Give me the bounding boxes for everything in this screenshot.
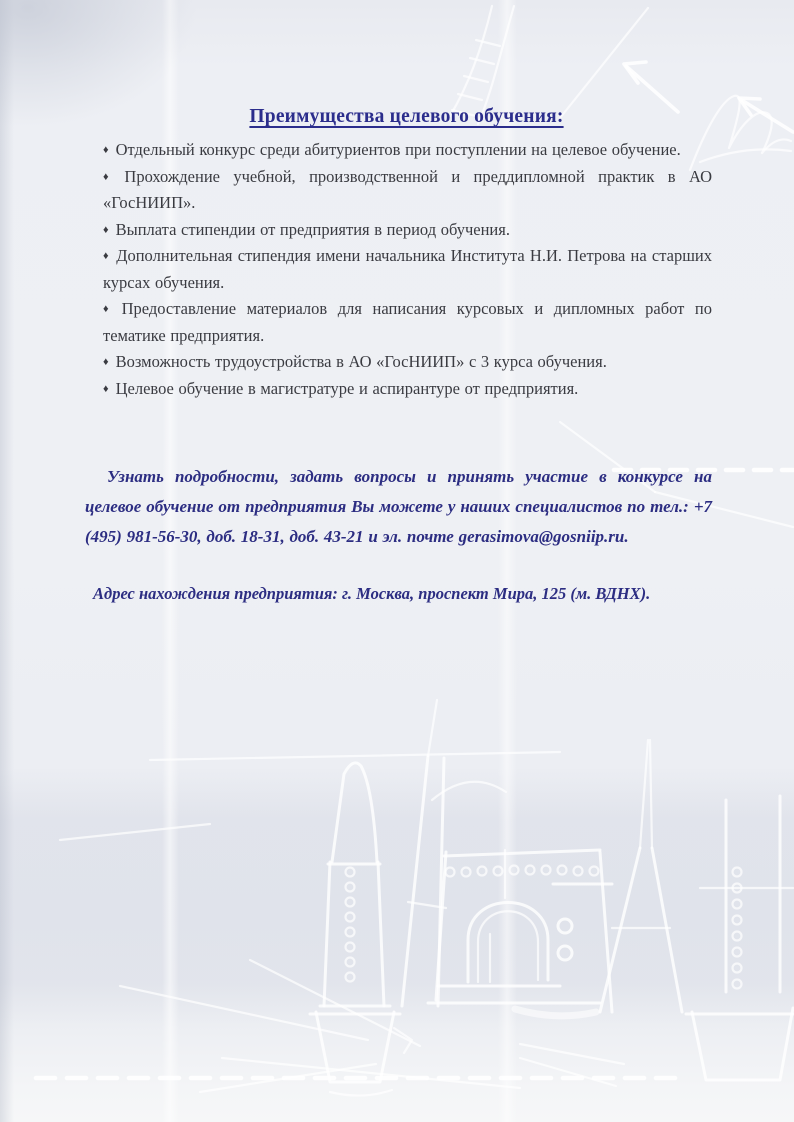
contact-intro: Узнать подробности, задать вопросы и принять участие в конкурсе на целевое обучение от предприятия Вы можете у наших специалистов по тел.: [85, 467, 712, 516]
benefit-text: Дополнительная стипендия имени начальника Института Н.И. Петрова на старших курсах обучения. [103, 246, 712, 292]
diamond-bullet-icon: ♦ [103, 223, 109, 236]
address-value: г. Москва, проспект Мира, 125 (м. ВДНХ). [342, 584, 651, 603]
contact-email: gerasimova@gosniip.ru [458, 527, 625, 546]
diamond-bullet-icon: ♦ [103, 303, 115, 315]
diamond-bullet-icon: ♦ [103, 250, 110, 262]
list-item [103, 349, 712, 376]
arch-building-sketch [428, 850, 612, 1016]
benefit-text: Возможность трудоустройства в АО «ГосНИИП» с 3 курса обучения. [115, 352, 607, 371]
diamond-bullet-icon: ♦ [103, 144, 109, 156]
benefit-text: Отдельный конкурс среди абитуриентов при поступлении на целевое обучение. [115, 140, 681, 159]
right-tower-sketch [686, 796, 793, 1080]
list-item [103, 137, 712, 164]
contact-suffix: . [624, 527, 629, 546]
left-tower-sketch [310, 763, 412, 1096]
benefit-text: Предоставление материалов для написания курсовых и дипломных работ по тематике предприятия. [103, 299, 712, 345]
benefits-list [103, 137, 712, 402]
list-item [103, 164, 712, 217]
contact-phone: +7 (495) 981-56-30, доб. 18-31, доб. 43-21 [85, 497, 712, 546]
list-item [103, 376, 712, 403]
diamond-bullet-icon: ♦ [103, 382, 109, 395]
address-line [93, 582, 712, 606]
contact-connector: и эл. почте [363, 527, 459, 546]
list-item [103, 243, 712, 296]
list-item [103, 217, 712, 244]
diamond-bullet-icon: ♦ [103, 170, 118, 183]
derrick-sketch [600, 740, 682, 1012]
page-title: Преимущества целевого обучения: [249, 106, 564, 127]
address-label: Адрес нахождения предприятия: [93, 584, 343, 603]
contact-paragraph [85, 462, 712, 552]
ground-lines-sketch [36, 752, 676, 1092]
benefit-text: Выплата стипендии от предприятия в период обучения. [115, 219, 510, 239]
benefit-text: Прохождение учебной, производственной и преддипломной практик в АО «ГосНИИП». [103, 166, 712, 212]
list-item [103, 296, 712, 349]
diamond-bullet-icon: ♦ [103, 356, 109, 368]
benefit-text: Целевое обучение в магистратуре и аспирантуре от предприятия. [115, 378, 579, 398]
document-content [85, 0, 712, 606]
